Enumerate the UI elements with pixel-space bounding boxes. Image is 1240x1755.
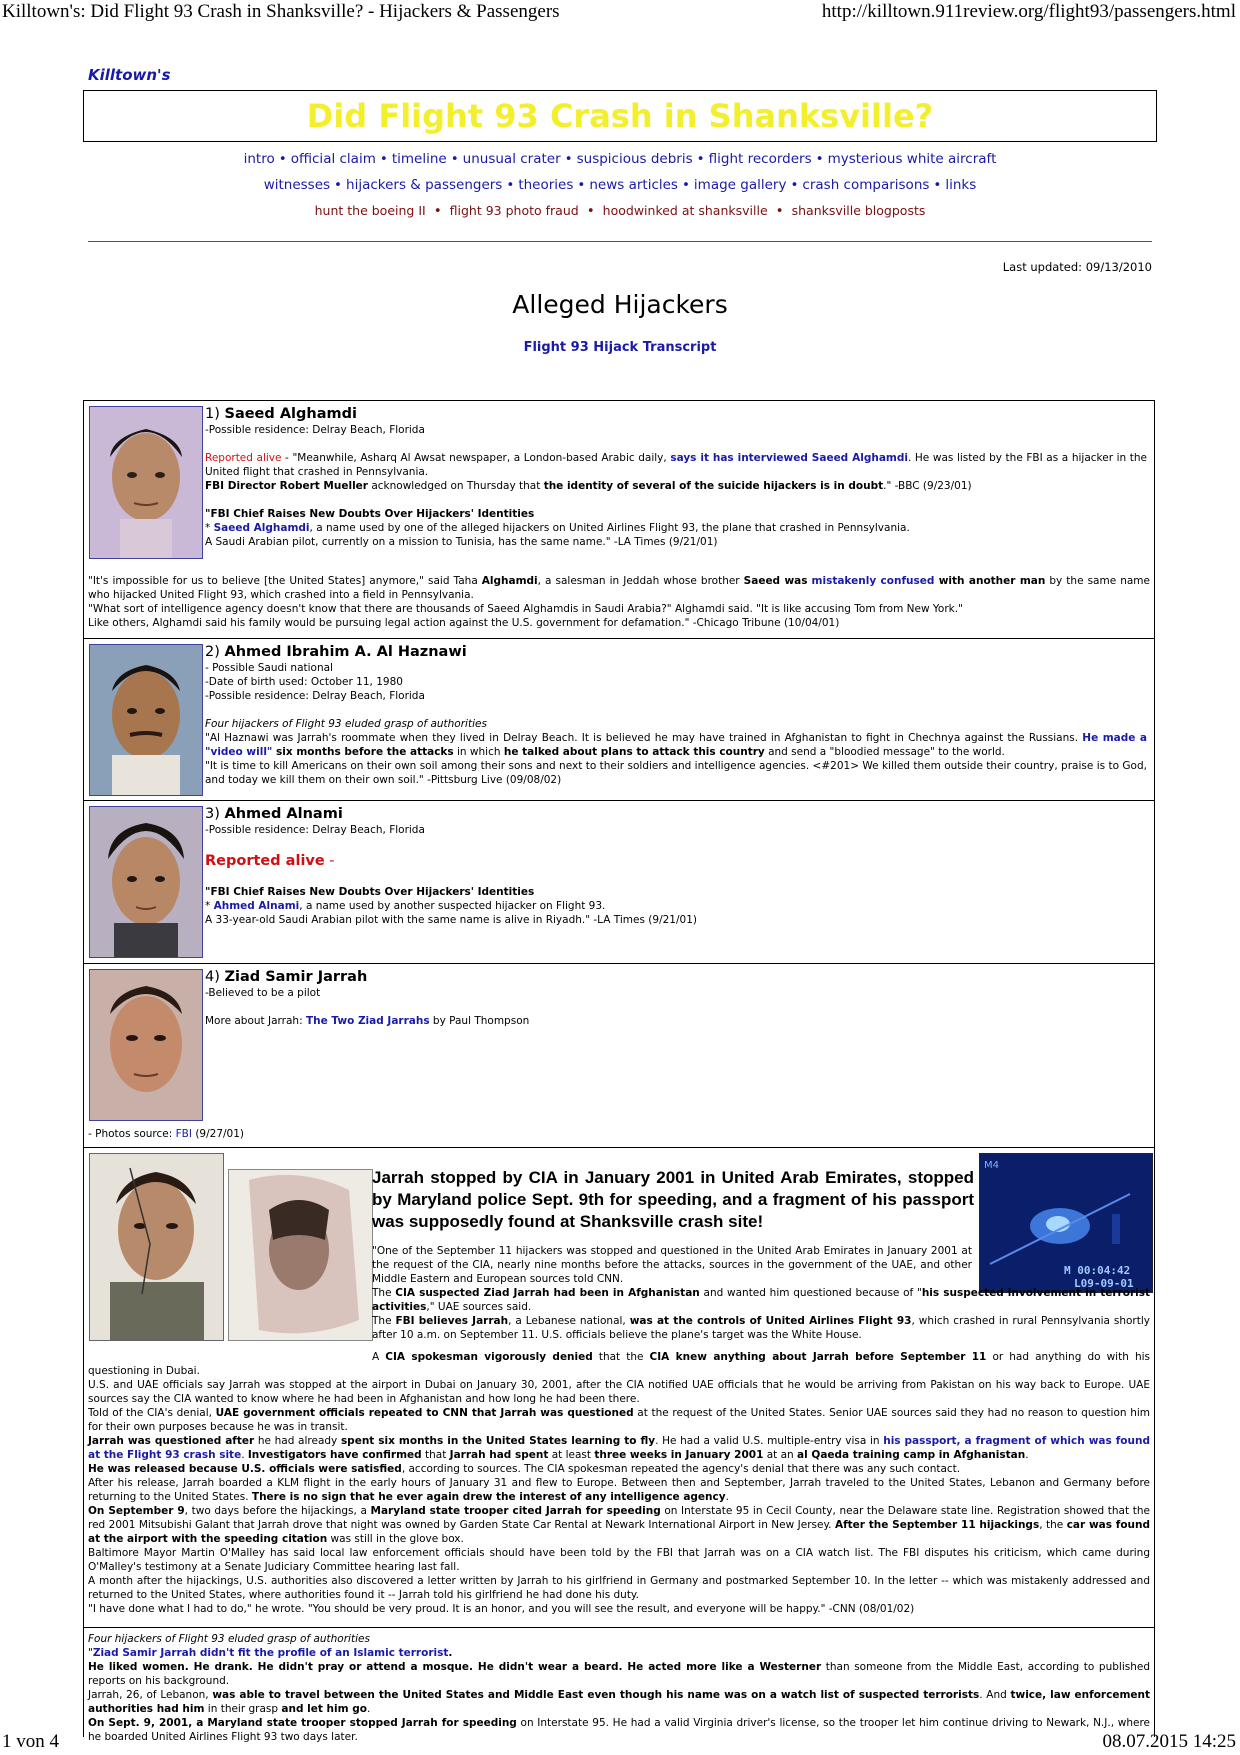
nav-hoodwinked[interactable]: hoodwinked at shanksville xyxy=(602,203,768,218)
nav-hijackers-passengers[interactable]: hijackers & passengers xyxy=(346,177,503,193)
passport-fragment-link[interactable]: his passport, a fragment of which was found at the Flight 93 crash site xyxy=(88,1435,1150,1461)
print-datetime: 08.07.2015 14:25 xyxy=(1102,1731,1236,1752)
site-title: Did Flight 93 Crash in Shanksville? xyxy=(306,97,934,135)
hijacker-4-details: 4) Ziad Samir Jarrah -Believed to be a pilot More about Jarrah: The Two Ziad Jarrahs by Paul Thompson xyxy=(205,969,530,1027)
nav-image-gallery[interactable]: image gallery xyxy=(693,177,787,193)
cia-p1: "One of the September 11 hijackers was stopped and questioned in the United Arab Emirates in January 2001 at the request of the CIA, nearly nine months before the attacks, sources in the government of the UAE, and other Middle Eastern and European sources told CNN. xyxy=(372,1245,972,1285)
hijacker-2-name: Ahmed Ibrahim A. Al Haznawi xyxy=(224,644,467,660)
hijacker-3-name: Ahmed Alnami xyxy=(224,806,343,822)
saeed-alghamdi-link[interactable]: Saeed Alghamdi xyxy=(213,522,310,534)
transcript-link-wrap xyxy=(0,340,1240,355)
hijacker-4-photo xyxy=(89,969,203,1121)
transcript-link[interactable]: Flight 93 Hijack Transcript xyxy=(523,340,717,355)
last-updated: Last updated: 09/13/2010 xyxy=(1002,260,1152,274)
nav-blogposts[interactable]: shanksville blogposts xyxy=(791,203,926,218)
hijacker-4-section xyxy=(83,963,1155,1148)
nav-unusual-crater[interactable]: unusual crater xyxy=(462,151,561,167)
nav-witnesses[interactable]: witnesses xyxy=(263,177,331,193)
video-time: M 00:04:42 xyxy=(1064,1264,1131,1277)
video-will-link[interactable]: He made a "video will" xyxy=(205,732,1147,758)
site-title-box xyxy=(83,90,1157,142)
jarrah-cia-section xyxy=(83,1147,1155,1628)
nav-suspicious-debris[interactable]: suspicious debris xyxy=(576,151,693,167)
face-portrait-icon xyxy=(90,970,202,1120)
print-header xyxy=(0,0,1240,30)
ahmed-alnami-link[interactable]: Ahmed Alnami xyxy=(213,900,300,912)
nav-row-3: hunt the boeing II • flight 93 photo fraud • hoodwinked at shanksville • shanksville blogposts xyxy=(314,203,926,219)
print-page-number: 1 von 4 xyxy=(2,1731,59,1752)
page-heading: Alleged Hijackers xyxy=(512,290,728,319)
cia-body: U.S. and UAE officials say Jarrah was stopped at the airport in Dubai on January 30, 2001, after the CIA notified UAE officials that he would be arriving from Pakistan on his way back to Europe. UAE sources say the CIA wanted to know where he had been in Afghanistan and how long he had been there. Told of the CIA's denial, UAE government officials repeated to CNN that Jarrah was questioned at the request of the United States. Senior UAE sources said they had no reason to question him for their own purposes because he was in transit. Jarrah was questioned after he had already spent six months in the United States learning to fly. He had a valid U.S. multiple-entry visa in his passport, a fragment of which was found at the Flight 93 crash site. Investigators have confirmed that Jarrah had spent at least three weeks in January 2001 at an al Qaeda training camp in Afghanistan. He was released because U.S. officials were satisfied, according to sources. The CIA spokesman repeated the agency's denial that there was any such contact. After his release, Jarrah boarded a KLM flight in the early hours of January 31 and flew to Europe. Between then and September, Jarrah traveled to the United States, Lebanon and Germany before returning to the United States. There is no sign that he ever again drew the interest of any intelligence agency. On September 9, two days before the hijackings, a Maryland state trooper cited Jarrah for speeding on Interstate 95 in Cecil County, near the Delaware state line. Registration showed that the red 2001 Mitsubishi Galant that Jarrah drove that night was owned by Garden State Car Rental at Newark International Airport in New Jersey. After the September 11 hijackings, the car was found at the airport with the speeding citation was still in the glove box. Baltimore Mayor Martin O'Malley has said local law enforcement officials should have been told by the FBI that Jarrah was on a CIA watch list. The FBI disputes his criticism, which came during O'Malley's testimony at a Senate Judiciary Committee hearing last fall. A month after the hijackings, U.S. authorities also discovered a letter written by Jarrah to his girlfriend in Germany and postmarked September 10. In the letter -- which was mistakenly addressed and returned to the United States, where authorities found it -- Jarrah told his girlfriend he had done his duty. "I have done what I had to do," he wrote. "You should be very proud. It is an honor, and you will see the result, and everyone will be happy." -CNN (08/01/02) xyxy=(88,1379,1151,1615)
hijacker-1-photo xyxy=(89,406,203,559)
hijacker-1-tribune-quote: "It's impossible for us to believe [the United States] anymore," said Taha Alghamdi, a salesman in Jeddah whose brother Saeed was mistakenly confused with another man by the same name who hijacked United Flight 93, which crashed into a field in Pennsylvania. "What sort of intelligence agency doesn't know that there are thousands of Saeed Alghamdis in Saudi Arabia?" Alghamdi said. "It is like accusing Tom from New York." Like others, Alghamdi said his family would be pursuing legal action against the U.S. government for defamation." -Chicago Tribune (10/04/01) xyxy=(88,575,1150,629)
jarrah-profile-text: Four hijackers of Flight 93 eluded grasp of authorities "Ziad Samir Jarrah didn't fit the profile of an Islamic terrorist. He liked women. He drank. He didn't pray or attend a mosque. He didn't wear a beard. He acted more like a Westerner than someone from the Middle East, according to published reports on his background. Jarrah, 26, of Lebanon, was able to travel between the United States and Middle East even though his name was on a watch list of suspected terrorists. And twice, law enforcement authorities had him in their grasp and let him go. On Sept. 9, 2001, a Maryland state trooper stopped Jarrah for speeding on Interstate 95. He had a valid Virginia driver's license, so the trooper let him continue driving to Newark, N.J., where he boarded United Airlines Flight 93 two days later. xyxy=(88,1633,1150,1743)
traffic-stop-video-still xyxy=(979,1153,1153,1293)
jarrah-profile-section xyxy=(83,1627,1155,1743)
cia-headline: Jarrah stopped by CIA in January 2001 in United Arab Emirates, stopped by Maryland police Sept. 9th for speeding, and a fragment of his passport was supposedly found at Shanksville crash site! xyxy=(372,1168,974,1231)
nav-timeline[interactable]: timeline xyxy=(391,151,447,167)
face-portrait-icon xyxy=(90,407,202,558)
passport-fragment-photo xyxy=(228,1169,373,1341)
passport-fragment-icon xyxy=(229,1170,372,1340)
traffic-camera-icon xyxy=(980,1154,1152,1292)
hijacker-3-details: 3) Ahmed Alnami -Possible residence: Delray Beach, Florida Reported alive - "FBI Chief Raises New Doubts Over Hijackers' Identities * Ahmed Alnami, a name used by another suspected hijacker on Flight 93. A 33-year-old Saudi Arabian pilot with the same name is alive in Riyadh." -LA Times (9/21/01) xyxy=(205,806,697,926)
interview-link[interactable]: says it has interviewed Saeed Alghamdi xyxy=(670,452,908,464)
nav-flight-recorders[interactable]: flight recorders xyxy=(708,151,812,167)
nav-hunt-the-boeing[interactable]: hunt the boeing II xyxy=(314,203,426,218)
hijacker-1-details: 1) Saeed Alghamdi -Possible residence: Delray Beach, Florida Reported alive - "Meanwhile, Asharq Al Awsat newspaper, a London-based Arabic daily, says it has interviewed Saeed Alghamdi. He was listed by the FBI as a hijacker in the United flight that crashed in Pennsylvania. FBI Director Robert Mueller acknowledged on Thursday that the identity of several of the suicide hijackers is in doubt." -BBC (9/23/01) "FBI Chief Raises New Doubts Over Hijackers' Identities * Saeed Alghamdi, a name used by one of the alleged hijackers on United Airlines Flight 93, the plane that crashed in Pennsylvania. A Saudi Arabian pilot, currently on a mission to Tunisia, has the same name." -LA Times (9/21/01) xyxy=(205,406,1147,548)
hijacker-3-photo xyxy=(89,806,203,958)
hijacker-4-name: Ziad Samir Jarrah xyxy=(224,969,368,985)
video-date: L09-09-01 xyxy=(1074,1277,1134,1290)
nav-news-articles[interactable]: news articles xyxy=(589,177,678,193)
print-url: http://killtown.911review.org/flight93/passengers.html xyxy=(821,1,1236,22)
cia-p2-p3: The CIA suspected Ziad Jarrah had been in Afghanistan and wanted him questioned because of "his suspected involvement in terrorist activities," UAE sources said. The FBI believes Jarrah, a Lebanese national, was at the controls of United Airlines Flight 93, which crashed in rural Pennsylvania shortly after 10 a.m. on September 11. U.S. officials believe the plane's target was the White House. xyxy=(372,1287,1150,1341)
nav-intro[interactable]: intro xyxy=(243,151,275,167)
fbi-source-link[interactable]: FBI xyxy=(175,1128,192,1140)
hijacker-1-section xyxy=(83,400,1155,639)
two-ziad-jarrahs-link[interactable]: The Two Ziad Jarrahs xyxy=(305,1015,430,1027)
video-tag: M4 xyxy=(984,1160,999,1171)
cia-p4: A CIA spokesman vigorously denied that the CIA knew anything about Jarrah before September 11 or had anything do with his questioning in Dubai. xyxy=(88,1351,1150,1377)
jarrah-photo xyxy=(89,1153,224,1341)
nav-row-2: witnesses • hijackers & passengers • theories • news articles • image gallery • crash comparisons • links xyxy=(263,177,977,193)
nav-official-claim[interactable]: official claim xyxy=(290,151,376,167)
nav-links[interactable]: links xyxy=(945,177,977,193)
face-portrait-icon xyxy=(90,645,202,795)
hijacker-2-details: 2) Ahmed Ibrahim A. Al Haznawi - Possible Saudi national -Date of birth used: October 11, 1980 -Possible residence: Delray Beach, Florida Four hijackers of Flight 93 eluded grasp of authorities "Al Haznawi was Jarrah's roommate when they lived in Delray Beach. It is believed he may have trained in Afghanistan to fight in Chechnya against the Russians. He made a "video will" six months before the attacks in which he talked about plans to attack this country and send a "bloodied message" to the world. "It is time to kill Americans on their own soil among their sons and next to their soldiers and intelligence agencies. <#201> We killed them outside their country, praise is to God, and today we kill them on their own soil." -Pittsburg Live (09/08/02) xyxy=(205,644,1147,786)
photos-source: - Photos source: FBI (9/27/01) xyxy=(88,1128,244,1140)
divider xyxy=(88,241,1152,242)
reported-alive-link[interactable]: Reported alive xyxy=(205,452,282,464)
hijacker-3-section xyxy=(83,800,1155,964)
nav-mysterious-white-aircraft[interactable]: mysterious white aircraft xyxy=(827,151,997,167)
hijacker-2-section xyxy=(83,638,1155,801)
mistakenly-confused-link[interactable]: mistakenly confused xyxy=(811,575,935,587)
hijacker-2-photo xyxy=(89,644,203,796)
hijacker-1-name: Saeed Alghamdi xyxy=(224,406,357,422)
profile-link[interactable]: Ziad Samir Jarrah didn't fit the profile of an Islamic terrorist xyxy=(92,1647,449,1659)
nav-theories[interactable]: theories xyxy=(518,177,574,193)
nav-photo-fraud[interactable]: flight 93 photo fraud xyxy=(449,203,579,218)
reported-alive-link[interactable]: Reported alive xyxy=(205,853,325,869)
print-title: Killtown's: Did Flight 93 Crash in Shanksville? - Hijackers & Passengers xyxy=(2,1,560,22)
face-portrait-icon xyxy=(90,807,202,957)
face-portrait-icon xyxy=(90,1154,223,1340)
nav-row-1: intro • official claim • timeline • unusual crater • suspicious debris • flight recorders • mysterious white aircraft xyxy=(243,151,997,167)
nav-crash-comparisons[interactable]: crash comparisons xyxy=(802,177,930,193)
site-logo[interactable]: Killtown's xyxy=(88,66,171,84)
